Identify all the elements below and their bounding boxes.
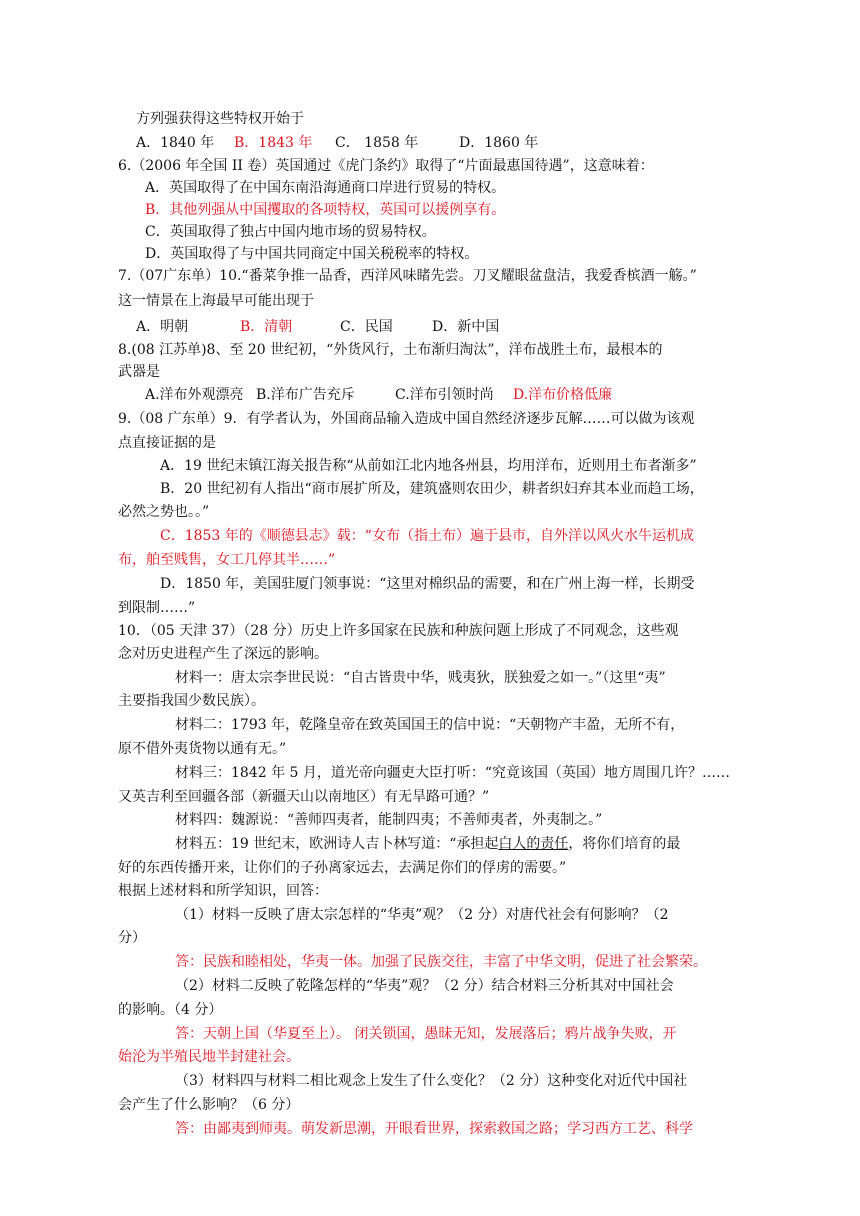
option-d-answer: D.洋布价格低廉 [513,387,613,403]
text-line: 好的东西传播开来，让你们的子孙离家远去，去满足你们的俘虏的需要。” [118,860,567,876]
answer-3: 答：由鄙夷到师夷。萌发新思潮，开眼看世界，探索救国之路；学习西方工艺、科学 [175,1121,693,1137]
option-b: B．20 世纪初有人指出“商市展扩所及，建筑盛则农田少，耕者织妇弃其本业而趋工场， [160,481,704,497]
text-line: 念对历史进程产生了深远的影响。 [118,646,328,662]
option-c: C．民国 [340,319,393,335]
answer-2-cont: 始沦为半殖民地半封建社会。 [118,1049,300,1065]
material-5: 材料五：19 世纪末，欧洲诗人吉卜林写道：“承担起白人的责任，将你们培育的最 [175,836,681,852]
option-b-answer: B．清朝 [240,319,293,335]
text-line: 的影响。（4 分） [118,1002,223,1018]
text-line: 到限制……” [118,600,196,616]
text-line: 必然之势也。。” [118,504,210,520]
question-8: 8.(08 江苏单)8、至 20 世纪初，“外货风行，土布渐归淘汰”，洋布战胜土布，最根本的 [118,342,663,358]
q5-options [136,134,539,152]
text-line: 武器是 [118,364,160,380]
option-c: C．英国取得了独占中国内地市场的贸易特权。 [145,224,436,240]
sub-question-1: （1）材料一反映了唐太宗怎样的“华夷”观？（2 分）对唐代社会有何影响？（2 [175,907,669,923]
option-b-answer: B．1843 年 [234,135,313,151]
question-9: 9.（08 广东单）9．有学者认为，外国商品输入造成中国自然经济逐步瓦解……可以做为该观 [118,411,695,427]
question-7: 7.（07广东单）10.“番菜争推一品香，西洋风味睹先尝。刀叉耀眼盆盘洁，我爱香槟酒一觞。” [118,268,697,284]
text-line: 原不借外夷货物以通有无。” [118,741,287,757]
option-d: D．1860 年 [459,135,539,151]
underlined-phrase: 白人的责任 [498,836,569,852]
option-b-answer: B．其他列强从中国攫取的各项特权，英国可以援例享有。 [145,202,506,218]
option-c-answer-cont: 布，舶至贱售，女工几停其半……” [118,552,336,568]
text-line: 这一情景在上海最早可能出现于 [118,293,314,309]
option-a: A．明朝 [136,319,189,335]
material-2: 材料二：1793 年，乾隆皇帝在致英国国王的信中说：“天朝物产丰盈，无所不有， [175,717,685,733]
option-c: C.洋布引领时尚 [395,387,494,403]
sub-question-2: （2）材料二反映了乾隆怎样的“华夷”观？（2 分）结合材料三分析其对中国社会 [175,978,674,994]
option-b: B.洋布广告充斥 [256,387,355,403]
option-d: D．新中国 [432,319,500,335]
text-line: 又英吉利至回疆各部（新疆天山以南地区）有无旱路可通？” [118,789,490,805]
material-3: 材料三：1842 年 5 月，道光帝向疆吏大臣打听：“究竟该国（英国）地方周围几许？…… [175,765,731,781]
material-4: 材料四：魏源说：“善师四夷者，能制四夷；不善师夷者，外夷制之。” [175,812,603,828]
material-1: 材料一：唐太宗李世民说：“自古皆贵中华，贱夷狄，朕独爱之如一。”（这里“夷” [175,670,666,686]
option-a: A.洋布外观漂亮 [145,387,244,403]
option-a: A．英国取得了在中国东南沿海通商口岸进行贸易的特权。 [145,180,506,196]
sub-question-3: （3）材料四与材料二相比观念上发生了什么变化？（2 分）这种变化对近代中国社 [175,1073,688,1089]
option-d: D．英国取得了与中国共同商定中国关税税率的特权。 [145,246,479,262]
text-line: 点直接证据的是 [118,435,216,451]
option-d: D．1850 年，美国驻厦门领事说：“这里对棉织品的需要，和在广州上海一样，长期受 [160,576,695,592]
text-line: 主要指我国少数民族）。 [118,693,265,709]
answer-1: 答：民族和睦相处，华夷一体。加强了民族交往，丰富了中华文明，促进了社会繁荣。 [175,954,707,970]
option-a: A．19 世纪末镇江海关报告称“从前如江北内地各州县，均用洋布，近则用土布者渐多” [160,458,697,474]
instruction: 根据上述材料和所学知识，回答： [118,883,328,899]
option-c: C． 1858 年 [335,135,419,151]
question-10: 10．（05 天津 37）（28 分）历史上许多国家在民族和种族问题上形成了不同观念，这些观 [118,623,679,639]
option-a: A．1840 年 [136,135,215,151]
q8-options [145,386,613,404]
q7-options [136,318,500,336]
question-6: 6.（2006 年全国 II 卷）英国通过《虎门条约》取得了“片面最惠国待遇”，这意味着： [118,158,654,174]
text-line: 分） [118,930,146,946]
option-c-answer: C．1853 年的《顺德县志》载：“女布（指土布）遍于县市，自外洋以风火水牛运机成 [160,528,694,544]
text-line: 方列强获得这些特权开始于 [136,111,304,127]
text-line: 会产生了什么影响？（6 分） [118,1097,300,1113]
answer-2: 答：天朝上国（华夏至上）。 闭关锁国，愚昧无知，发展落后；鸦片战争失败，开 [175,1026,677,1042]
